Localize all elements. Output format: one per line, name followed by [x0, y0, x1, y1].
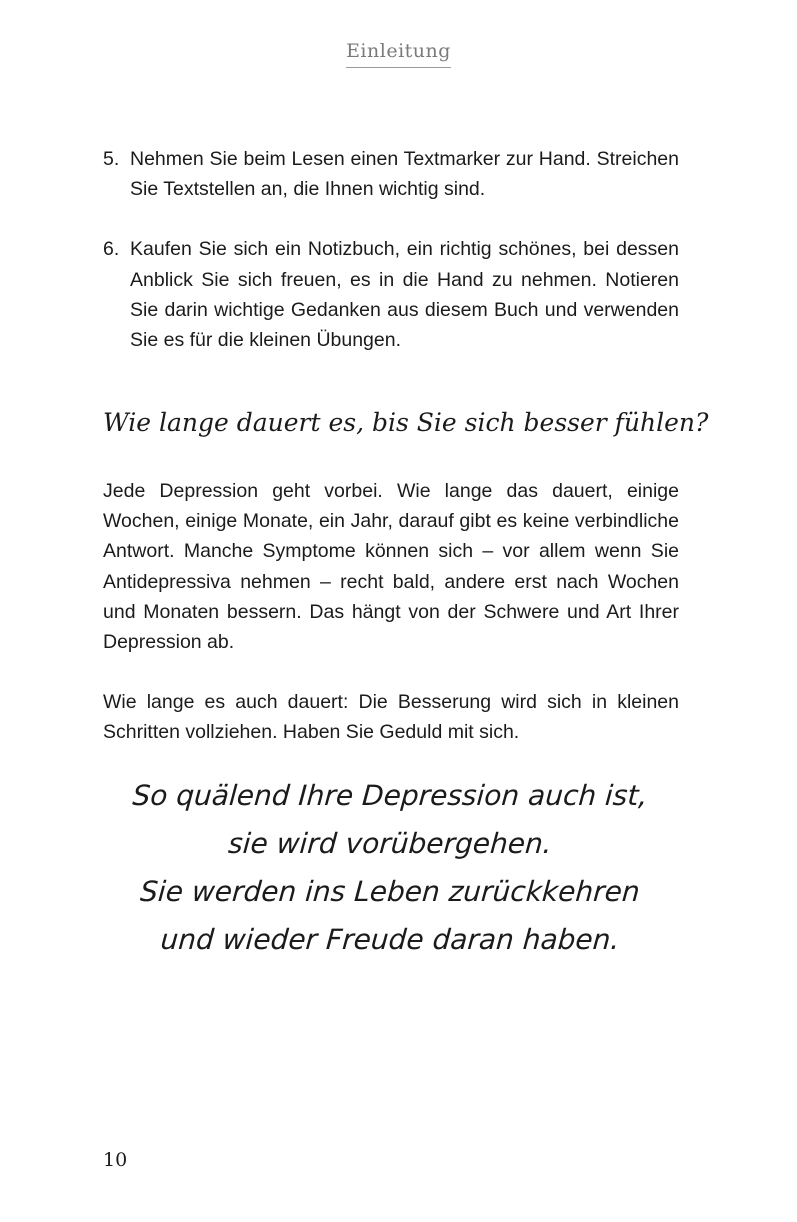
quote-line: So quälend Ihre Depression auch ist,: [131, 779, 649, 812]
body-paragraph: Wie lange es auch dauert: Die Besserung wird sich in kleinen Schritten vollziehen. Haben Sie Geduld mit sich.: [103, 691, 679, 744]
list-item: [103, 234, 679, 355]
list-item-text: Nehmen Sie beim Lesen einen Textmarker zur Hand. Streichen Sie Textstellen an, die Ihnen wichtig sind.: [130, 148, 679, 201]
list-item: [103, 144, 679, 204]
quote-line: sie wird vorübergehen.: [227, 827, 553, 860]
numbered-list: [103, 144, 679, 385]
quote-line: Sie werden ins Leben zurückkehren: [139, 875, 641, 908]
page-number: 10: [103, 1149, 128, 1171]
quote-line: und wieder Freude daran haben.: [159, 923, 621, 956]
list-item-number: 5.: [103, 148, 120, 170]
running-header: [0, 40, 797, 68]
section-heading: Wie lange dauert es, bis Sie sich besser fühlen?: [103, 408, 709, 437]
running-header-title: Einleitung: [346, 40, 451, 68]
list-item-number: 6.: [103, 238, 120, 261]
body-paragraph: Jede Depression geht vorbei. Wie lange das dauert, einige Wochen, einige Monate, ein Jahr, darauf gibt es keine verbindliche Antwort. Manche Symptome können sich – vor allem wenn Sie Antidepressiva nehmen – recht bald, andere erst nach Wochen und Monaten bessern. Das hängt von der Schwere und Art Ihrer Depression ab.: [103, 480, 679, 654]
handwritten-quote: [100, 772, 680, 964]
list-item-text: Kaufen Sie sich ein Notizbuch, ein richtig schönes, bei dessen Anblick Sie sich freuen, es in die Hand zu nehmen. Notieren Sie darin wichtige Gedanken aus diesem Buch und verwenden Sie es für die kleinen Übungen.: [130, 238, 679, 352]
